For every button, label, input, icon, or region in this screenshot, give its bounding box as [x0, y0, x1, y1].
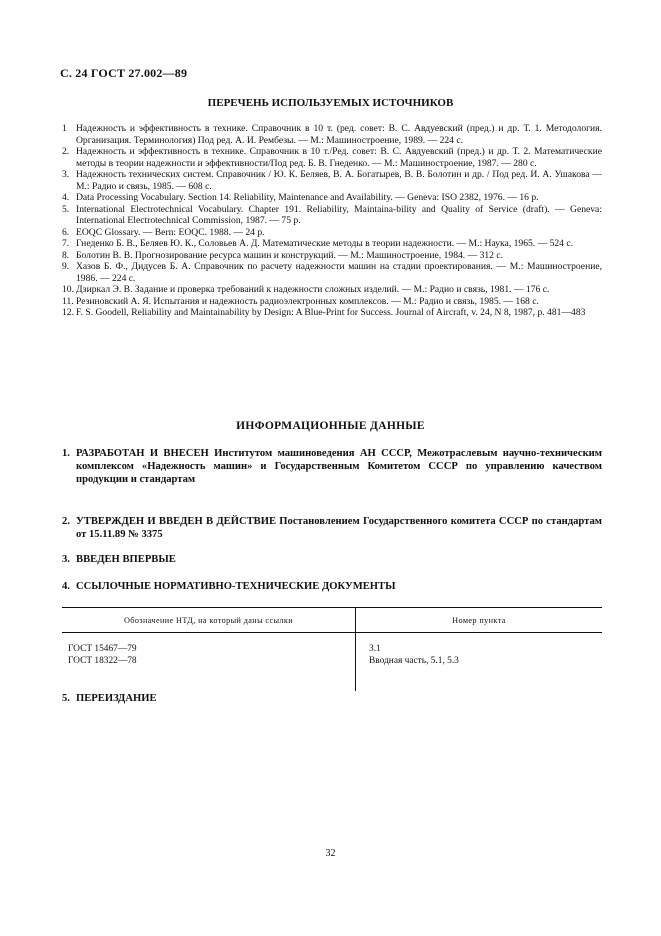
page-number: 32: [325, 848, 336, 859]
source-number: 2.: [62, 146, 70, 157]
source-text: Надежность и эффективность в технике. Справочник в 10 т. (ред. совет: В. С. Авдуевский (пред.) и др. Т. 1. Методология. Организация. Терминология) Под ред. А. И. Рембезы. — М.: Машиностроение, 1989. — 224 с.: [76, 123, 602, 146]
ntd-value: ГОСТ 18322—78: [68, 656, 137, 666]
source-item: [62, 238, 602, 250]
source-number: 7.: [62, 238, 70, 249]
info-item-developed: [62, 447, 602, 486]
table-row: [62, 633, 602, 692]
info-number: 5.: [62, 693, 70, 704]
source-text: Болотин В. В. Прогнозирование ресурса машин и конструкций. — М.: Машиностроение, 1984. — 312 с.: [76, 249, 504, 261]
info-text: ВВЕДЕН ВПЕРВЫЕ: [76, 554, 176, 565]
source-text: Надежность технических систем. Справочник / Ю. К. Беляев, В. А. Богатырев, В. В. Болотин и др. / Под ред. И. А. Ушакова — М.: Радио и связь, 1985. — 608 с.: [76, 169, 602, 192]
clause-value: 3.1: [369, 644, 381, 654]
table-cell-ntd: [62, 633, 356, 692]
source-item: [62, 192, 602, 204]
source-number: 5.: [62, 203, 70, 215]
info-text: РАЗРАБОТАН И ВНЕСЕН Институтом машиноведения АН СССР, Межотраслевым научно-техническим комплексом «Надежность машин» и Государственным Комитетом СССР по управлению качеством продукции и стандартам: [76, 448, 602, 485]
source-text: EOQC Glossary. — Bern: EOQC. 1988. — 24 p.: [76, 226, 265, 238]
source-number: 3.: [62, 169, 70, 180]
source-text: F. S. Goodell, Reliability and Maintainability by Design: A Blue-Print for Success. Journal of Aircraft, v. 24, N 8, 1987, p. 481—483: [76, 307, 586, 318]
info-item-approved: [62, 515, 602, 541]
table-header-row: [62, 608, 602, 633]
reference-docs-table: [62, 607, 602, 691]
clause-value: Вводная часть, 5.1, 5.3: [369, 656, 459, 666]
source-text: Резиновский А. Я. Испытания и надежность радиоэлектронных комплексов. — М.: Радио и связь, 1985. — 168 с.: [76, 295, 539, 307]
info-text: ПЕРЕИЗДАНИЕ: [76, 693, 157, 704]
info-number: 3.: [62, 554, 70, 565]
info-item-first-introduced: [62, 553, 602, 566]
source-number: 9.: [62, 261, 70, 272]
info-number: 4.: [62, 581, 70, 592]
source-text: Надежность и эффективность в технике. Справочник в 10 т./Ред. совет: В. С. Авдуевский (пред.) и др. Т. 2. Математические методы в теории надежности и эффективности/Под ред. Б. В. Гнеденко. — М.: Машиностроение, 1987. — 280 с.: [76, 146, 602, 169]
source-item: [62, 146, 602, 169]
source-number: 8.: [62, 249, 70, 261]
source-item: [62, 250, 602, 262]
source-item: [62, 169, 602, 192]
source-number: 11.: [62, 295, 74, 307]
source-item: [62, 296, 602, 308]
table-cell-clause: [356, 633, 603, 692]
source-item: [62, 284, 602, 296]
ntd-value: ГОСТ 15467—79: [68, 644, 137, 654]
source-number: 12.: [62, 307, 74, 318]
column-header-clause: Номер пункта: [356, 608, 603, 633]
source-item: [62, 123, 602, 146]
info-item-reissue: [62, 692, 602, 705]
source-text: Гнеденко Б. В., Беляев Ю. К., Соловьев А. Д. Математические методы в теории надежности. — М.: Наука, 1965. — 524 с.: [76, 238, 574, 249]
info-title: ИНФОРМАЦИОННЫЕ ДАННЫЕ: [236, 420, 425, 432]
source-text: Хазов Б. Ф., Дидусев Б. А. Справочник по расчету надежности машин на стадии проектирования. — М.: Машиностроение, 1986. — 224 с.: [76, 261, 602, 284]
info-number: 1.: [62, 448, 70, 459]
sources-title: ПЕРЕЧЕНЬ ИСПОЛЬЗУЕМЫХ ИСТОЧНИКОВ: [207, 97, 454, 109]
page-header: С. 24 ГОСТ 27.002—89: [60, 66, 188, 80]
info-text: УТВЕРЖДЕН И ВВЕДЕН В ДЕЙСТВИЕ Постановлением Государственного комитета СССР по стандартам от 15.11.89 № 3375: [76, 516, 602, 540]
source-number: 6.: [62, 226, 70, 238]
source-text: International Electrotechnical Vocabulary. Chapter 191. Reliability, Maintaina-bility and Quality of Service (draft). — Geneva: International Electrotechnical Commission, 1987. — 75 p.: [76, 203, 602, 226]
source-item: [62, 261, 602, 284]
source-item: [62, 227, 602, 239]
info-item-reference-docs: [62, 580, 602, 593]
source-number: 4.: [62, 192, 70, 203]
source-text: Data Processing Vocabulary. Section 14. Reliability, Maintenance and Availability. — Geneva: ISO 2382, 1976. — 16 p.: [76, 192, 539, 203]
source-number: 10.: [62, 284, 74, 295]
source-number: 1: [62, 123, 67, 134]
source-text: Дзиркал Э. В. Задание и проверка требований к надежности сложных изделий. — М.: Радио и связь, 1981. — 176 с.: [76, 284, 550, 295]
info-text: ССЫЛОЧНЫЕ НОРМАТИВНО-ТЕХНИЧЕСКИЕ ДОКУМЕНТЫ: [76, 581, 396, 592]
info-number: 2.: [62, 516, 70, 527]
column-header-ntd: Обозначение НТД, на который даны ссылки: [62, 608, 356, 633]
source-item: [62, 204, 602, 227]
source-item: [62, 307, 602, 319]
sources-list: [62, 123, 602, 319]
